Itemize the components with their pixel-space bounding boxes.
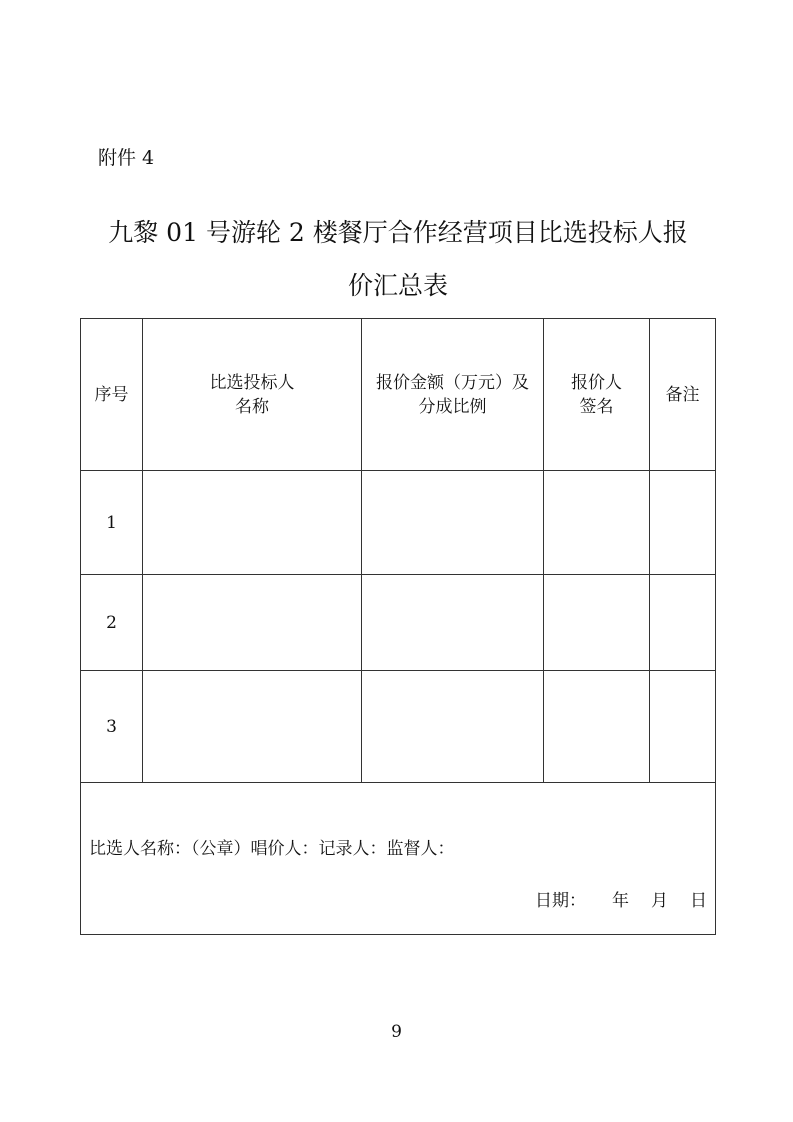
remarks-cell[interactable] [650, 471, 716, 575]
quote-summary-table [80, 318, 716, 935]
date-line [535, 889, 707, 913]
date-label: 日期： [535, 891, 586, 911]
row-index-cell: 1 [81, 471, 143, 575]
row-index-cell: 3 [81, 671, 143, 783]
table-header-row [81, 319, 716, 471]
header-remarks-label: 备注 [665, 384, 700, 405]
signers-line: 比选人名称：（公章）唱价人：记录人：监督人： [89, 839, 455, 859]
header-cell-remarks [650, 319, 716, 471]
document-title-line-2: 价汇总表 [347, 271, 448, 300]
document-title-line-1: 九黎 01 号游轮 2 楼餐厅合作经营项目比选投标人报 [108, 218, 688, 247]
attachment-label: 附件 4 [98, 147, 155, 169]
header-cell-signature [544, 319, 650, 471]
date-month-label: 月 [651, 891, 668, 911]
header-cell-bidder-name [143, 319, 362, 471]
quote-amount-cell[interactable] [362, 671, 544, 783]
signature-cell[interactable] [544, 575, 650, 671]
header-cell-index [81, 319, 143, 471]
table-row [81, 671, 716, 783]
quote-amount-cell[interactable] [362, 575, 544, 671]
header-bidder-name-label: 比选投标人 名称 [209, 372, 295, 417]
bidder-name-cell[interactable] [143, 471, 362, 575]
signature-cell[interactable] [544, 471, 650, 575]
header-quote-amount-label: 报价金额（万元）及 分成比例 [376, 372, 529, 417]
bidder-name-cell[interactable] [143, 575, 362, 671]
header-index-label: 序号 [94, 384, 129, 405]
date-day-label: 日 [690, 891, 707, 911]
header-cell-quote-amount [362, 319, 544, 471]
footer-cell [81, 783, 716, 935]
header-signature-label: 报价人 签名 [571, 372, 622, 417]
remarks-cell[interactable] [650, 575, 716, 671]
quote-amount-cell[interactable] [362, 471, 544, 575]
remarks-cell[interactable] [650, 671, 716, 783]
table-row [81, 471, 716, 575]
table-row [81, 575, 716, 671]
date-year-label: 年 [612, 891, 629, 911]
table-footer-row [81, 783, 716, 935]
bidder-name-cell[interactable] [143, 671, 362, 783]
page-number: 9 [391, 1022, 402, 1042]
signature-cell[interactable] [544, 671, 650, 783]
row-index-cell: 2 [81, 575, 143, 671]
